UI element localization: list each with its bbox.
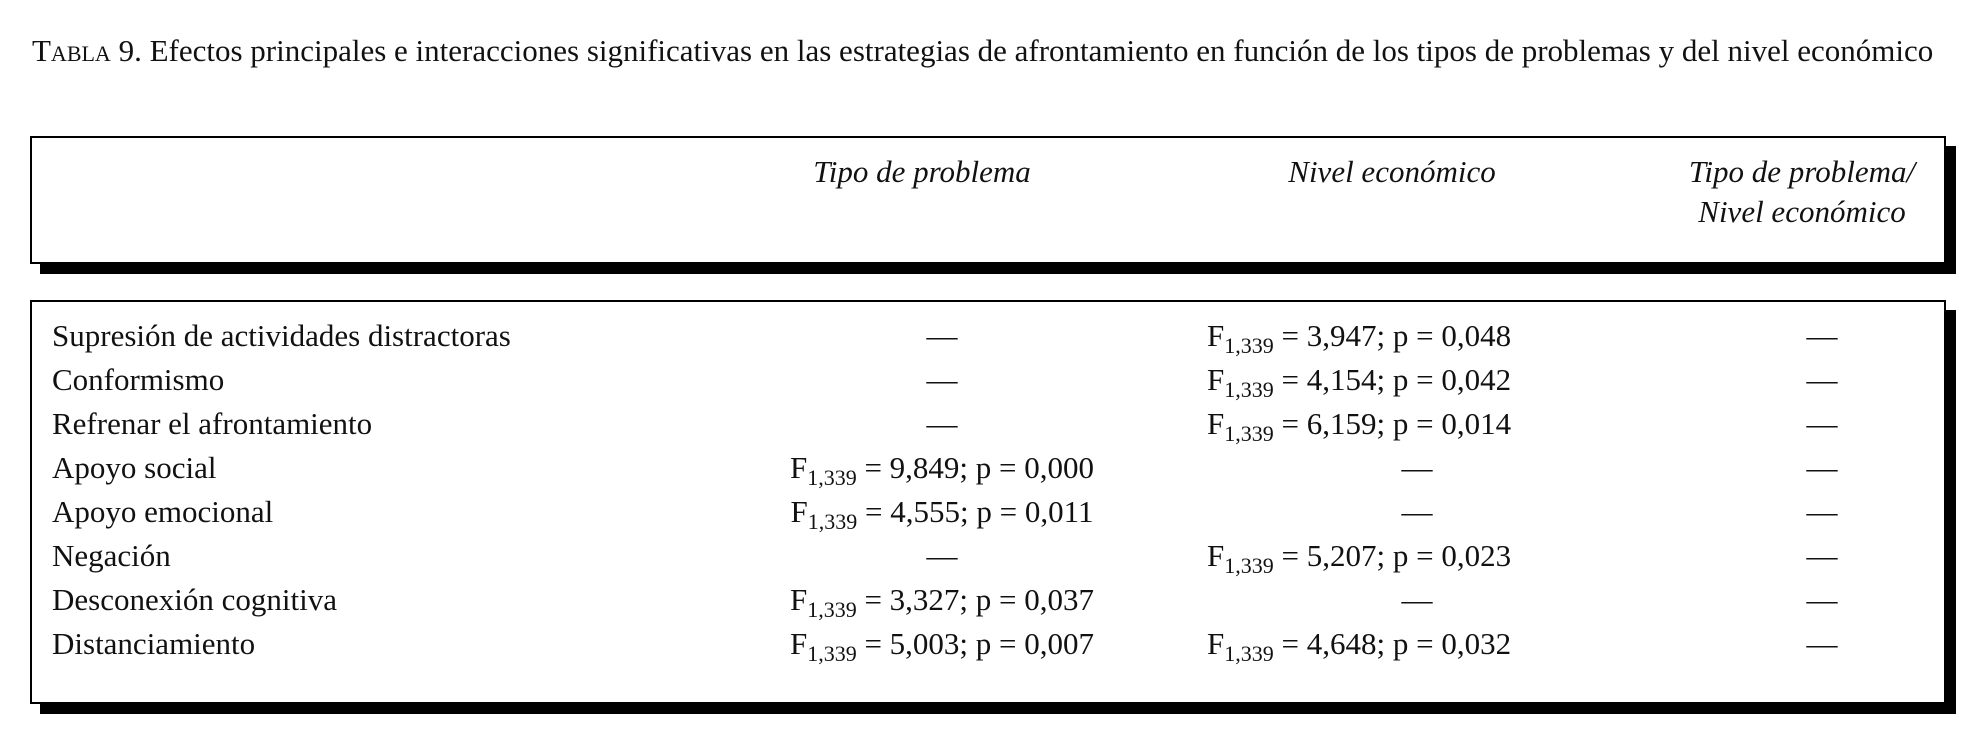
nivel-cell-dash: — [1401,494,1433,529]
row-label: Negación [52,538,171,573]
row-label: Desconexión cognitiva [52,582,337,617]
tipo-cell-statistic [732,578,1152,622]
degrees-of-freedom: 1,339 [1224,421,1274,446]
f-and-p-values: = 4,648; p = 0,032 [1273,626,1512,661]
degrees-of-freedom: 1,339 [807,509,858,534]
tipo-cell-dash: — [926,362,958,397]
f-and-p-values: = 4,154; p = 0,042 [1273,362,1512,397]
row-label: Distanciamiento [52,626,256,661]
column-header-interaccion [1642,152,1962,232]
table-row [52,578,1932,622]
f-symbol: F [789,450,808,485]
table-row [52,358,1932,402]
table-body [30,300,1946,704]
nivel-cell-statistic [1207,358,1627,402]
f-and-p-values: = 9,849; p = 0,000 [856,450,1095,485]
f-symbol: F [1207,626,1225,661]
degrees-of-freedom: 1,339 [807,641,857,666]
nivel-cell-statistic [1207,402,1627,446]
degrees-of-freedom: 1,339 [1224,377,1274,402]
table-number: Tabla 9. [32,33,142,68]
f-symbol: F [1207,538,1225,573]
column-header-nivel-economico: Nivel económico [1288,154,1496,189]
degrees-of-freedom: 1,339 [1224,553,1274,578]
interaction-cell-dash: — [1806,406,1838,441]
interaction-cell-dash: — [1806,450,1838,485]
column-header-interaccion-line2: Nivel económico [1698,194,1906,229]
table-row [52,622,1932,666]
interaction-cell-dash: — [1806,626,1838,661]
row-label: Refrenar el afrontamiento [52,406,373,441]
nivel-cell-statistic [1207,314,1627,358]
nivel-cell-statistic [1207,534,1627,578]
f-and-p-values: = 6,159; p = 0,014 [1273,406,1512,441]
interaction-cell-dash: — [1806,318,1838,353]
nivel-cell-statistic [1207,622,1627,666]
table-header [30,136,1946,264]
f-and-p-values: = 4,555; p = 0,011 [857,494,1094,529]
column-header-interaccion-line1: Tipo de problema/ [1688,154,1916,189]
tipo-cell-dash: — [926,538,958,573]
table-row [52,314,1932,358]
interaction-cell-dash: — [1806,582,1838,617]
f-and-p-values: = 3,327; p = 0,037 [856,582,1095,617]
table-row [52,446,1932,490]
table-row [52,490,1932,534]
tipo-cell-statistic [732,446,1152,490]
f-symbol: F [789,582,808,617]
row-label: Apoyo emocional [52,494,274,529]
f-symbol: F [789,626,808,661]
row-label: Conformismo [52,362,225,397]
f-symbol: F [1207,318,1225,353]
table-row [52,534,1932,578]
tipo-cell-dash: — [926,406,958,441]
f-symbol: F [1207,362,1225,397]
caption-text: Efectos principales e interacciones significativas en las estrategias de afrontamiento en función de los tipos de problemas y del nivel económico [141,33,1934,68]
degrees-of-freedom: 1,339 [807,465,857,490]
tipo-cell-statistic [732,490,1152,534]
nivel-cell-dash: — [1401,450,1433,485]
row-label: Apoyo social [52,450,217,485]
tipo-cell-dash: — [926,318,958,353]
table-row [52,402,1932,446]
f-and-p-values: = 5,003; p = 0,007 [856,626,1095,661]
degrees-of-freedom: 1,339 [807,597,857,622]
tipo-cell-statistic [732,622,1152,666]
table-rows [52,314,1932,666]
f-symbol: F [1207,406,1225,441]
f-and-p-values: = 5,207; p = 0,023 [1273,538,1512,573]
degrees-of-freedom: 1,339 [1224,333,1274,358]
degrees-of-freedom: 1,339 [1224,641,1274,666]
row-label: Supresión de actividades distractoras [52,318,511,353]
nivel-cell-dash: — [1401,582,1433,617]
interaction-cell-dash: — [1806,538,1838,573]
interaction-cell-dash: — [1806,494,1838,529]
interaction-cell-dash: — [1806,362,1838,397]
column-header-tipo-de-problema: Tipo de problema [813,154,1031,189]
f-and-p-values: = 3,947; p = 0,048 [1273,318,1512,353]
f-symbol: F [790,494,808,529]
table-caption [32,30,1962,71]
